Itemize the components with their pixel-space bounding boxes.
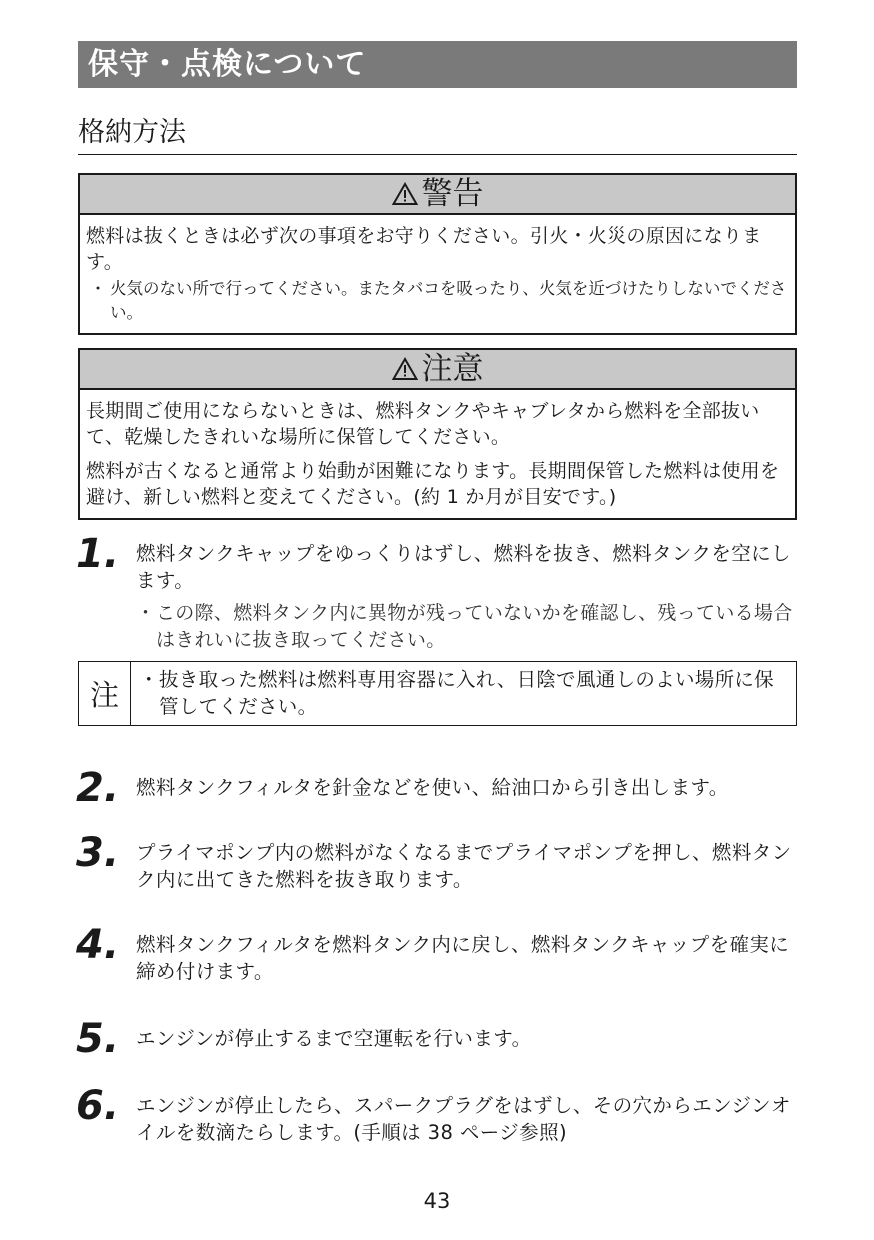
step-number: 3. [76,830,120,876]
section-title: 保守・点検について [78,41,797,88]
step-text: 燃料タンクフィルタを燃料タンク内に戻し、燃料タンクキャップを確実に締め付けます。 [136,933,790,983]
step-number: 5. [76,1016,120,1062]
note-text [131,662,796,725]
warning-header [80,175,795,215]
step-item [76,830,797,893]
step-text: エンジンが停止するまで空運転を行います。 [136,1027,532,1050]
step-text: エンジンが停止したら、スパークプラグをはずし、その穴からエンジンオイルを数滴たらします。(手順は 38 ページ参照) [136,1094,791,1144]
step-item [76,765,797,811]
step-subnote-text: この際、燃料タンク内に異物が残っていないかを確認し、残っている場合はきれいに抜き取ってください。 [156,602,793,651]
warning-text: 燃料は抜くときは必ず次の事項をお守りください。引火・火災の原因になります。 [86,225,762,273]
bullet-mark: ・ [89,279,107,298]
step-text: 燃料タンクフィルタを針金などを使い、給油口から引き出します。 [136,776,729,799]
step-number: 1. [76,531,120,577]
warning-heading: 警告 [421,176,484,212]
warning-triangle-icon [392,357,418,381]
bullet-mark: ・ [136,602,156,624]
bullet-mark: ・ [139,668,159,691]
caution-box [78,348,797,520]
warning-body [80,215,795,333]
step-subnote [136,600,797,654]
note-text-content: 抜き取った燃料は燃料専用容器に入れ、日陰で風通しのよい場所に保管してください。 [159,668,774,718]
caution-heading: 注意 [421,351,484,387]
caution-paragraph: 燃料が古くなると通常より始動が困難になります。長期間保管した燃料は使用を避け、新しい燃料と変えてください。(約 1 か月が目安です。) [86,460,780,508]
manual-page [78,41,797,1146]
step-item [76,1016,797,1062]
page-number: 43 [423,1189,451,1213]
warning-bullet [86,277,789,325]
note-label: 注 [79,662,131,725]
caution-body [80,390,795,518]
caution-header [80,350,795,390]
step-text: プライマポンプ内の燃料がなくなるまでプライマポンプを押し、燃料タンク内に出てきた燃料を抜き取ります。 [136,841,792,891]
note-box [78,661,797,726]
step-number: 2. [76,765,120,811]
step-item [76,531,797,654]
warning-box [78,173,797,335]
step-item [76,922,797,985]
step-number: 4. [76,922,120,968]
subsection-title: 格納方法 [78,116,797,155]
caution-paragraph: 長期間ご使用にならないときは、燃料タンクやキャブレタから燃料を全部抜いて、乾燥したきれいな場所に保管してください。 [86,400,760,448]
steps-list [76,531,797,1146]
step-item [76,1083,797,1146]
warning-triangle-icon [392,182,418,206]
step-text: 燃料タンクキャップをゆっくりはずし、燃料を抜き、燃料タンクを空にします。 [136,542,791,592]
step-number: 6. [76,1083,120,1129]
warning-bullet-text: 火気のない所で行ってください。またタバコを吸ったり、火気を近づけたりしないでください。 [110,279,787,322]
